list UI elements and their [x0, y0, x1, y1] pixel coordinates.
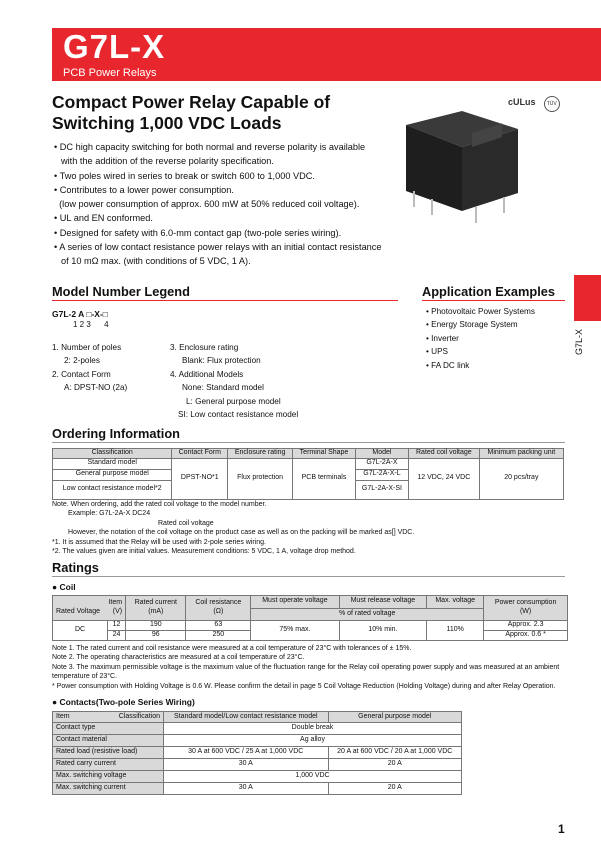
ordering-contact-form: DPST-NO*1: [172, 458, 228, 499]
contacts-value: 20 A: [328, 783, 462, 795]
ordering-model: G7L-2A-X-L: [355, 469, 408, 480]
section-rule: [52, 576, 565, 577]
contacts-item: Max. switching voltage: [53, 771, 164, 783]
coil-resistance: 250: [186, 630, 251, 640]
coil-power: Approx. 2.3: [484, 621, 568, 631]
model-legend-title: Model Number Legend: [52, 284, 190, 299]
contacts-item: Rated carry current: [53, 759, 164, 771]
application-item: • Energy Storage System: [426, 320, 518, 330]
side-tab-label: G7L-X: [574, 328, 584, 355]
ordering-model: G7L-2A-X: [355, 458, 408, 469]
product-title: G7L-X: [63, 28, 166, 65]
contacts-value: 30 A at 600 VDC / 25 A at 1,000 VDC: [164, 747, 329, 759]
contacts-item: Max. switching current: [53, 783, 164, 795]
ordering-packing: 20 pcs/tray: [479, 458, 563, 499]
legend-left: 1. Number of poles 2: 2-poles 2. Contact Form A: DPST-NO (2a): [52, 343, 128, 393]
tuv-logo: TÜV: [544, 96, 560, 112]
section-rule: [422, 300, 565, 301]
application-item: • Inverter: [426, 333, 459, 343]
contacts-item: Contact material: [53, 735, 164, 747]
section-rule: [52, 300, 398, 301]
ul-logo: cULus: [508, 97, 536, 107]
page-number: 1: [558, 822, 565, 836]
coil-table: [52, 595, 568, 641]
ordering-header: Model: [355, 449, 408, 459]
application-item: • UPS: [426, 347, 448, 357]
coil-must-release: 10% min.: [339, 621, 427, 641]
coil-power: Approx. 0.6 *: [484, 630, 568, 640]
ordering-header: Enclosure rating: [228, 449, 293, 459]
ordering-notes: Note. When ordering, add the rated coil voltage to the model number. Example: G7L-2A-X DC24 Rated coil voltage However, the notation of the coil voltage on the product case as well as on the packing will be marked as[] VDC. *1. It is assumed that the Relay will be used with 2-pole series wiring. *2. The values given are initial values. Measurement conditions: 5 VDC, 1 A, voltage drop method.: [52, 501, 415, 556]
contacts-heading: ● Contacts(Two-pole Series Wiring): [52, 697, 195, 707]
coil-header-max-voltage: Max. voltage: [427, 596, 484, 609]
contacts-header-standard: Standard model/Low contact resistance model: [164, 712, 329, 723]
coil-notes: Note 1. The rated current and coil resistance were measured at a coil temperature of 23°C with tolerances of ± 15%. Note 2. The operating characteristics are measured at a coil temperature of 23°C. Note 3. The maximum permissible voltage is the maximum value of the fluctuation range for the Relay coil operating power supply and was measured at an ambient temperature of 23°C. * Power consumption with Holding Voltage is 0.6 W. Please confirm the detail in page 5 Coil Voltage Reduction (Holding Voltage) during and after Relay Operation.: [52, 645, 560, 690]
contacts-value: 30 A: [164, 759, 329, 771]
contacts-header-item: Item Classification: [53, 712, 164, 723]
ordering-class: Low contact resistance model*2: [53, 480, 172, 499]
coil-header-item: Item Rated Voltage (V): [53, 596, 126, 621]
contacts-value: 20 A: [328, 759, 462, 771]
contacts-value: Ag alloy: [164, 735, 462, 747]
ordering-class: General purpose model: [53, 469, 172, 480]
coil-header-resistance: Coil resistance (Ω): [186, 596, 251, 621]
coil-max-voltage: 110%: [427, 621, 484, 641]
coil-header-must-release: Must release voltage: [339, 596, 427, 609]
product-subtitle: PCB Power Relays: [63, 67, 157, 79]
ordering-header: Minimum packing unit: [479, 449, 563, 459]
coil-current: 190: [126, 621, 186, 631]
application-item: • FA DC link: [426, 360, 470, 370]
ordering-header: Contact Form: [172, 449, 228, 459]
feature-item: • Contributes to a lower power consumption.: [54, 184, 234, 195]
coil-header-power: Power consumption (W): [484, 596, 568, 621]
coil-header-current: Rated current (mA): [126, 596, 186, 621]
application-item: • Photovoltaic Power Systems: [426, 307, 535, 316]
contacts-table: [52, 711, 462, 795]
ordering-enclosure: Flux protection: [228, 458, 293, 499]
ordering-table: [52, 448, 564, 500]
feature-item: (low power consumption of approx. 600 mW at 50% reduced coil voltage).: [59, 199, 360, 210]
coil-current: 96: [126, 630, 186, 640]
feature-item: • DC high capacity switching for both normal and reverse polarity is available with the addition of the reverse polarity specification.: [54, 142, 366, 167]
contacts-item: Rated load (resistive load): [53, 747, 164, 759]
ordering-header: Terminal Shape: [293, 449, 356, 459]
feature-item: • UL and EN conformed.: [54, 213, 153, 224]
contacts-value: 20 A at 600 VDC / 20 A at 1,000 VDC: [328, 747, 462, 759]
feature-list: [52, 140, 382, 269]
ratings-title: Ratings: [52, 560, 99, 575]
applications-list: [426, 305, 535, 372]
coil-voltage: 12: [108, 621, 126, 631]
feature-item: • Two poles wired in series to break or switch 600 to 1,000 VDC.: [54, 170, 315, 181]
coil-heading: ● Coil: [52, 582, 76, 592]
coil-must-operate: 75% max.: [251, 621, 339, 641]
section-rule: [52, 442, 565, 443]
coil-voltage: 24: [108, 630, 126, 640]
ordering-header: Rated coil voltage: [408, 449, 479, 459]
side-tab: [574, 275, 601, 321]
contacts-header-general: General purpose model: [328, 712, 462, 723]
model-code-digits: 1 2 3 4: [73, 320, 109, 329]
legend-right: 3. Enclosure rating Blank: Flux protection 4. Additional Models None: Standard model L: General purpose model SI: Low contact resistance model: [170, 343, 299, 420]
model-code: G7L-2 A □-X-□: [52, 309, 108, 319]
coil-header-pct: % of rated voltage: [251, 608, 484, 621]
contacts-value: 30 A: [164, 783, 329, 795]
feature-item: • Designed for safety with 6.0-mm contact gap (two-pole series wiring).: [54, 227, 342, 238]
feature-item: • A series of low contact resistance power relays with an initial contact resistance of 10 mΩ max. (with conditions of 5 VDC, 1 A).: [54, 242, 382, 267]
applications-title: Application Examples: [422, 284, 555, 299]
ordering-terminal: PCB terminals: [293, 458, 356, 499]
ordering-title: Ordering Information: [52, 426, 180, 441]
ordering-coil-voltage: 12 VDC, 24 VDC: [408, 458, 479, 499]
ordering-class: Standard model: [53, 458, 172, 469]
contacts-value: 1,000 VDC: [164, 771, 462, 783]
contacts-item: Contact type: [53, 723, 164, 735]
relay-photo: [392, 107, 526, 227]
coil-header-must-operate: Must operate voltage: [251, 596, 339, 609]
coil-dc: DC: [53, 621, 108, 641]
ordering-model: G7L-2A-X-SI: [355, 480, 408, 499]
contacts-value: Double break: [164, 723, 462, 735]
coil-resistance: 63: [186, 621, 251, 631]
ordering-header: Classification: [53, 449, 172, 459]
headline: Compact Power Relay Capable of Switching 1,000 VDC Loads: [52, 92, 331, 133]
